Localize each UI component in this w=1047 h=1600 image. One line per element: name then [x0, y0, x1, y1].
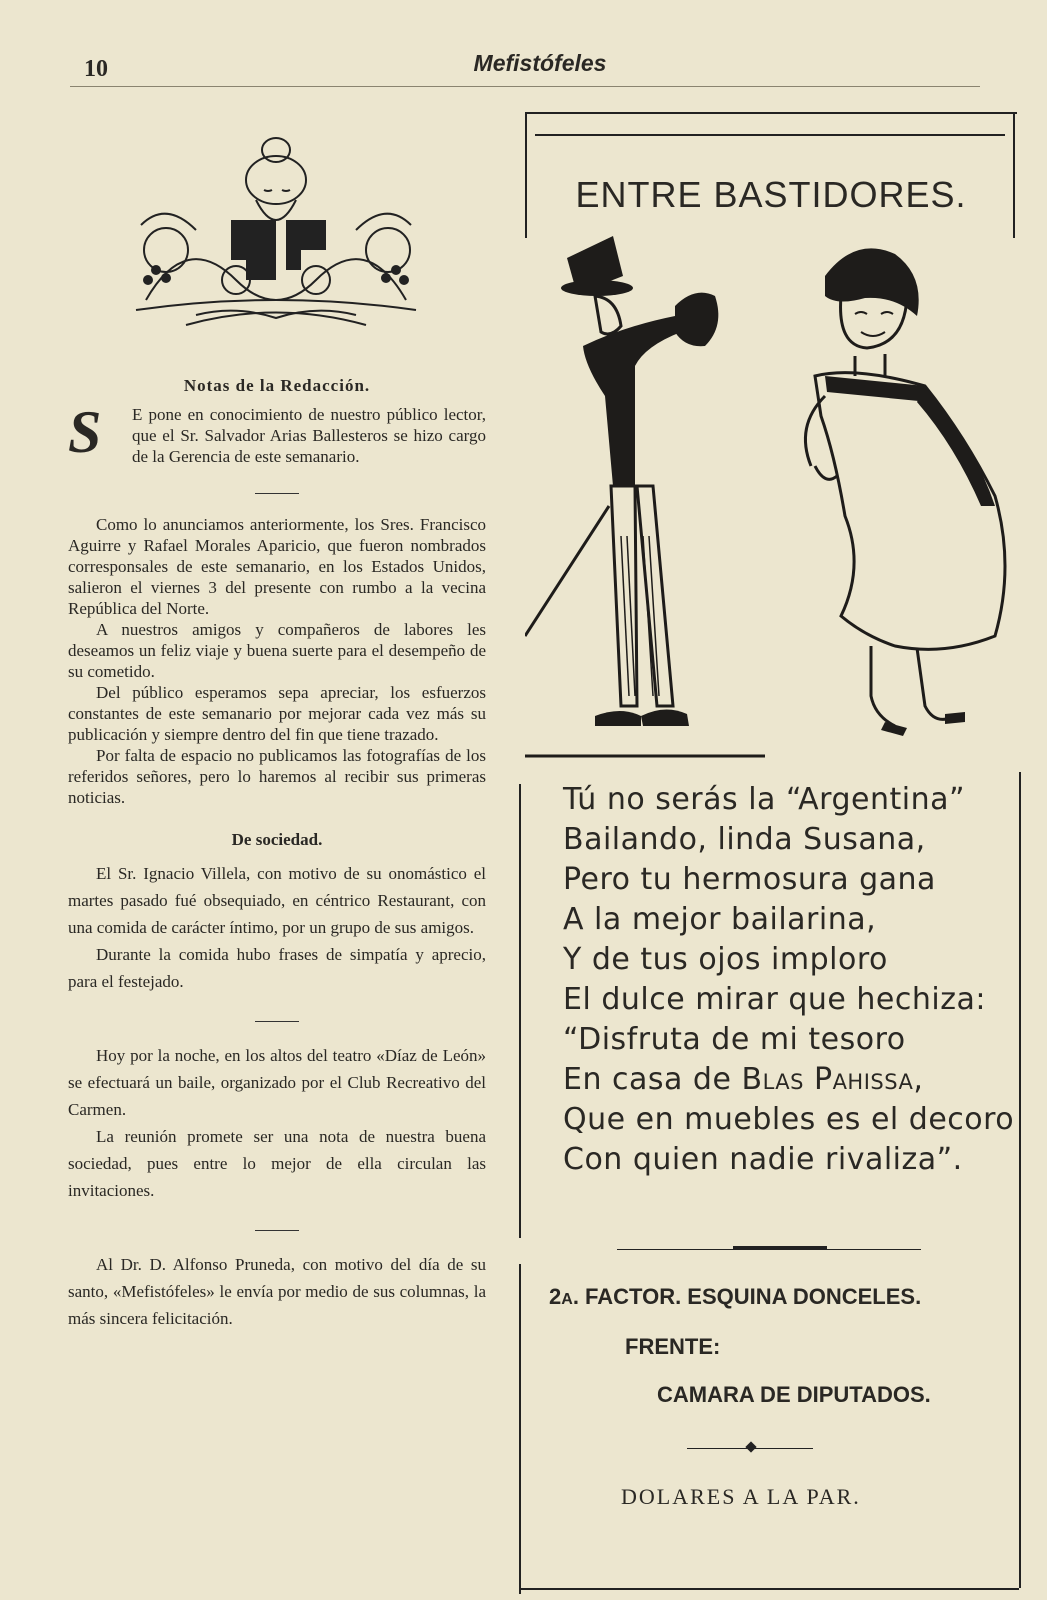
header-rule: [70, 86, 980, 87]
poem-line: Y de tus ojos imploro: [563, 942, 888, 977]
shop-name: Blas Pahissa,: [741, 1062, 924, 1097]
page-number: 10: [84, 56, 108, 82]
cartoon-gentleman-and-dancer-illustration: [525, 236, 1025, 776]
poem-line: A la mejor bailarina,: [563, 902, 877, 937]
notas-redaccion-title: Notas de la Redacción.: [183, 376, 371, 395]
poem-frame-left: [519, 784, 521, 1238]
society-paragraph-5: Al Dr. D. Alfonso Pruneda, con motivo del día de su santo, «Mefistófeles» le envía por medio de sus columnas, la más sincera felicitación.: [68, 1255, 486, 1328]
notice-paragraph-2: Como lo anunciamos anteriormente, los Sres. Francisco Aguirre y Rafael Morales Aparicio, que fueron nombrados corresponsales de este semanario, en los Estados Unidos, salieron el viernes 3 del presente con rumbo a la vecina República del Norte.: [68, 515, 486, 618]
art-nouveau-woman-ornament: [126, 130, 426, 340]
notice-paragraph-1: E pone en conocimiento de nuestro público lector, que el Sr. Salvador Arias Ballesteros se hizo cargo de la Gerencia de este semanario.: [132, 405, 486, 466]
drop-cap-letter: S: [68, 399, 102, 465]
right-column: [525, 112, 1025, 1600]
section-separator: [255, 1021, 299, 1022]
advertisement-poem: [563, 780, 1015, 1180]
society-paragraph-2: Durante la comida hubo frases de simpatía y aprecio, para el festejado.: [68, 945, 486, 991]
notice-paragraph-5: Por falta de espacio no publicamos las fotografías de los referidos señores, pero lo haremos al recibir sus primeras noticias.: [68, 746, 486, 807]
address-line-2: FRENTE:: [625, 1334, 721, 1359]
society-paragraph-4: La reunión promete ser una nota de nuestra buena sociedad, pues entre lo mejor de ella circulan las invitaciones.: [68, 1127, 486, 1200]
address-frame-left: [519, 1264, 521, 1594]
address-line-1: [549, 1284, 921, 1310]
poem-frame-right: [1019, 772, 1021, 1588]
poem-divider-accent: [733, 1246, 827, 1249]
poem-line: Tú no serás la “Argentina”: [563, 782, 966, 817]
address-number: 2: [549, 1284, 562, 1309]
entre-bastidores-title: ENTRE BASTIDORES.: [575, 174, 967, 215]
society-paragraph-3: Hoy por la noche, en los altos del teatro «Díaz de León» se efectuará un baile, organizado por el Club Recreativo del Carmen.: [68, 1046, 486, 1119]
bottom-rule: [519, 1588, 1019, 1590]
section-separator: [255, 493, 299, 494]
society-paragraph-1: El Sr. Ignacio Villela, con motivo de su onomástico el martes pasado fué obsequiado, en céntrico Restaurant, con una comida de carácter íntimo, por un grupo de sus amigos.: [68, 864, 486, 937]
notice-paragraph-3: A nuestros amigos y compañeros de labores les deseamos un feliz viaje y buena suerte para el desempeño de su cometido.: [68, 620, 486, 681]
poem-line: Con quien nadie rivaliza”.: [563, 1142, 963, 1177]
de-sociedad-title: De sociedad.: [231, 830, 323, 849]
notice-paragraph-4: Del público esperamos sepa apreciar, los esfuerzos constantes de este semanario por mejorar cada vez más su publicación y siempre dentro del fin que tiene trazado.: [68, 683, 486, 744]
poem-divider-rule: [617, 1249, 921, 1250]
poem-line: Bailando, linda Susana,: [563, 822, 926, 857]
left-column: [68, 130, 486, 1332]
poem-line: Pero tu hermosura gana: [563, 862, 936, 897]
section-separator: [255, 1230, 299, 1231]
poem-line: [563, 1060, 1003, 1100]
poem-line: “Disfruta de mi tesoro: [563, 1022, 906, 1057]
dolares-footer: DOLARES A LA PAR.: [621, 1484, 861, 1509]
diamond-ornament: [745, 1441, 756, 1452]
address-line-3: CAMARA DE DIPUTADOS.: [657, 1382, 931, 1407]
running-head-title: Mefistófeles: [473, 50, 607, 76]
address-ordinal: A: [561, 1291, 573, 1308]
poem-line: El dulce mirar que hechiza:: [563, 982, 986, 1017]
poem-line-text: En casa de: [563, 1062, 732, 1097]
address-street: . FACTOR. ESQUINA DONCELES.: [572, 1284, 922, 1309]
poem-line: Que en muebles es el decoro: [563, 1102, 1015, 1137]
